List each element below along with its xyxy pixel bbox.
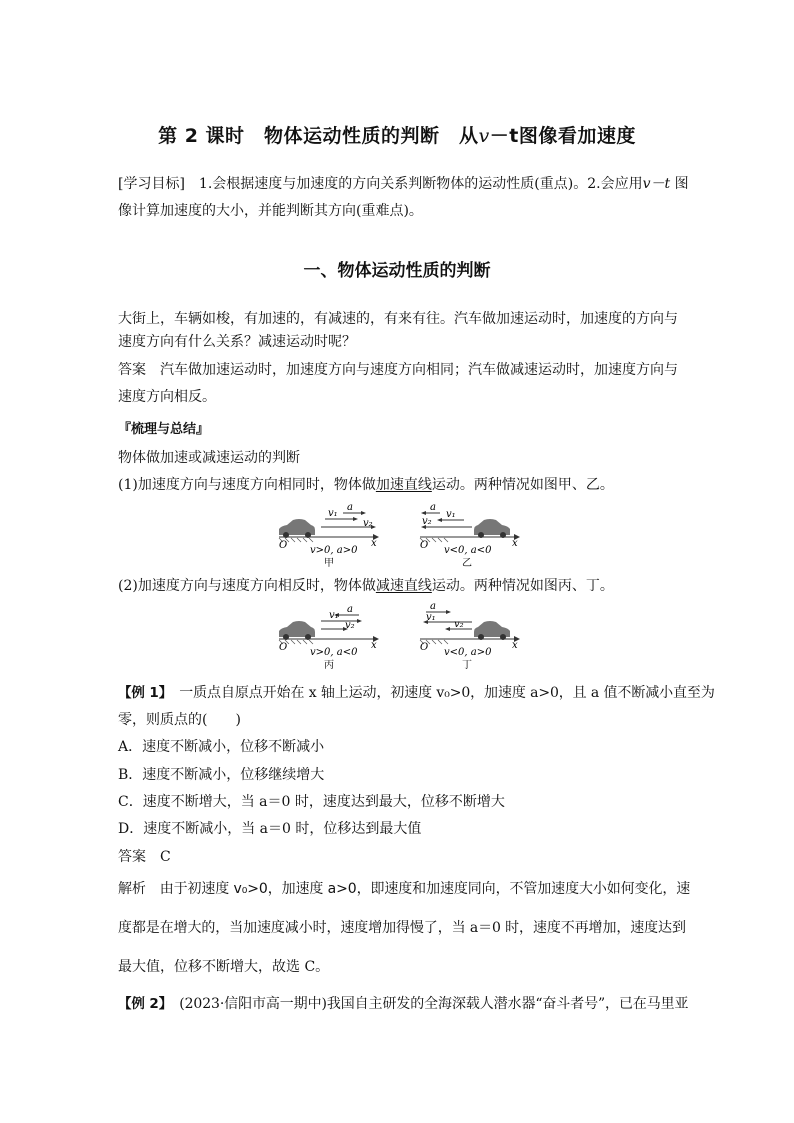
v2-label: v₂: [454, 619, 464, 630]
section-heading: 一、物体运动性质的判断: [303, 261, 491, 281]
analysis-label: 解析: [118, 881, 146, 897]
summary-intro: 物体做加速或减速运动的判断: [118, 450, 300, 466]
title-v: v: [478, 125, 490, 147]
answer-label: 答案: [118, 362, 146, 378]
answer-text: 汽车做加速运动时，加速度方向与速度方向相同；汽车做减速运动时，加速度方向与: [146, 362, 678, 378]
car-icon: [279, 519, 315, 538]
vt-label: v－t: [642, 176, 671, 192]
condition-label: v<0, a<0: [444, 545, 492, 556]
learning-goals-line2: 像计算加速度的大小，并能判断其方向(重难点)。: [118, 203, 423, 219]
x-axis-label: x: [512, 538, 518, 549]
intro-answer-line1: [118, 361, 678, 379]
condition-label: v<0, a>0: [444, 647, 492, 658]
x-axis-label: x: [371, 538, 377, 549]
title-prefix: 第 2 课时 物体运动性质的判断 从: [158, 125, 479, 147]
example1-tag: 【例 1】: [118, 685, 166, 701]
learning-goals-line1: [118, 175, 689, 193]
option-a: A．速度不断减小，位移不断减小: [118, 739, 325, 755]
x-axis-label: x: [371, 640, 377, 651]
a-label: a: [347, 604, 353, 615]
v1-label: v₁: [329, 610, 339, 621]
title-t: t: [509, 125, 519, 147]
title-suffix: 图像看加速度: [518, 125, 636, 147]
figure-caption: 乙: [462, 558, 472, 569]
x-axis-label: x: [512, 640, 518, 651]
origin-label: O: [420, 540, 429, 551]
origin-label: O: [279, 642, 288, 653]
example1-analysis-line2: 度都是在增大的，当加速度减小时，速度增加得慢了，当 a＝0 时，速度不再增加，速度达到: [118, 920, 686, 936]
figure-caption: 甲: [324, 558, 334, 569]
answer-label: 答案: [118, 849, 146, 865]
example2-tag: 【例 2】: [118, 996, 166, 1012]
v2-label: v₂: [422, 516, 432, 527]
answer-value: C: [146, 849, 171, 865]
summary-tag: 『梳理与总结』: [118, 422, 210, 437]
car-icon: [474, 519, 510, 538]
car-icon: [279, 621, 315, 640]
v1-label: v₁: [328, 508, 338, 519]
example2-stem-text: (2023·信阳市高一期中)我国自主研发的全海深载人潜水器“奋斗者号”，已在马里亚: [165, 996, 689, 1012]
condition-label: v>0, a<0: [310, 647, 358, 658]
figure-caption: 丁: [462, 660, 472, 671]
example1-answer: [118, 848, 678, 866]
intro-line1: 大街上，车辆如梭，有加速的，有减速的，有来有往。汽车做加速运动时，加速度的方向与: [118, 311, 678, 327]
figure-ding: [414, 601, 524, 671]
figure-caption: 丙: [324, 660, 334, 671]
example1-stem-line1: [118, 684, 715, 702]
summary-item1: [118, 476, 678, 494]
condition-label: v>0, a>0: [310, 545, 358, 556]
example1-analysis-line1: [118, 880, 691, 898]
origin-label: O: [279, 540, 288, 551]
v1-label: v₁: [446, 509, 456, 520]
car-icon: [474, 621, 510, 640]
summary-item1-text-end: 运动。两种情况如图甲、乙。: [431, 477, 614, 493]
analysis-text: 由于初速度 v₀>0，加速度 a>0，即速度和加速度同向，不管加速度大小如何变化，速: [145, 881, 691, 897]
summary-item2-text: (2)加速度方向与速度方向相反时，物体做: [118, 578, 376, 594]
a-label: a: [430, 601, 436, 612]
example1-stem-line2: 零，则质点的( ): [118, 712, 241, 728]
summary-item2-text-end: 运动。两种情况如图丙、丁。: [431, 578, 614, 594]
summary-item2: [118, 577, 678, 595]
page-title: [0, 121, 794, 148]
option-d: D．速度不断减小，当 a＝0 时，位移达到最大值: [118, 821, 422, 837]
v2-label: v₂: [345, 620, 355, 631]
summary-item1-text: (1)加速度方向与速度方向相同时，物体做: [118, 477, 376, 493]
learning-goals-text: 1.会根据速度与加速度的方向关系判断物体的运动性质(重点)。2.会应用: [184, 176, 643, 192]
example1-analysis-line3: 最大值，位移不断增大，故选 C。: [118, 959, 330, 975]
option-b: B．速度不断减小，位移继续增大: [118, 767, 325, 783]
example1-stem-text: 一质点自原点开始在 x 轴上运动，初速度 v₀>0，加速度 a>0，且 a 值不断减小直至为: [165, 685, 715, 701]
figure-jia: [273, 502, 383, 568]
a-label: a: [430, 502, 436, 513]
option-c: C．速度不断增大，当 a＝0 时，速度达到最大，位移不断增大: [118, 794, 505, 810]
a-label: a: [347, 502, 353, 513]
title-dash: －: [489, 125, 510, 147]
intro-answer-line2: 速度方向相反。: [118, 389, 216, 405]
learning-goals-tag: [学习目标]: [118, 176, 185, 192]
learning-goals-text-end: 图: [670, 176, 689, 192]
figure-bing: [273, 604, 383, 670]
intro-line2: 速度方向有什么关系？减速运动时呢？: [118, 334, 356, 350]
origin-label: O: [420, 642, 429, 653]
summary-item1-blank: 加速直线: [375, 477, 432, 493]
figure-yi: [414, 502, 524, 568]
summary-item2-blank: 减速直线: [375, 578, 432, 594]
v2-label: v₂: [363, 518, 373, 529]
v1-label: v₁: [426, 612, 436, 623]
example2-stem-line1: [118, 995, 689, 1013]
